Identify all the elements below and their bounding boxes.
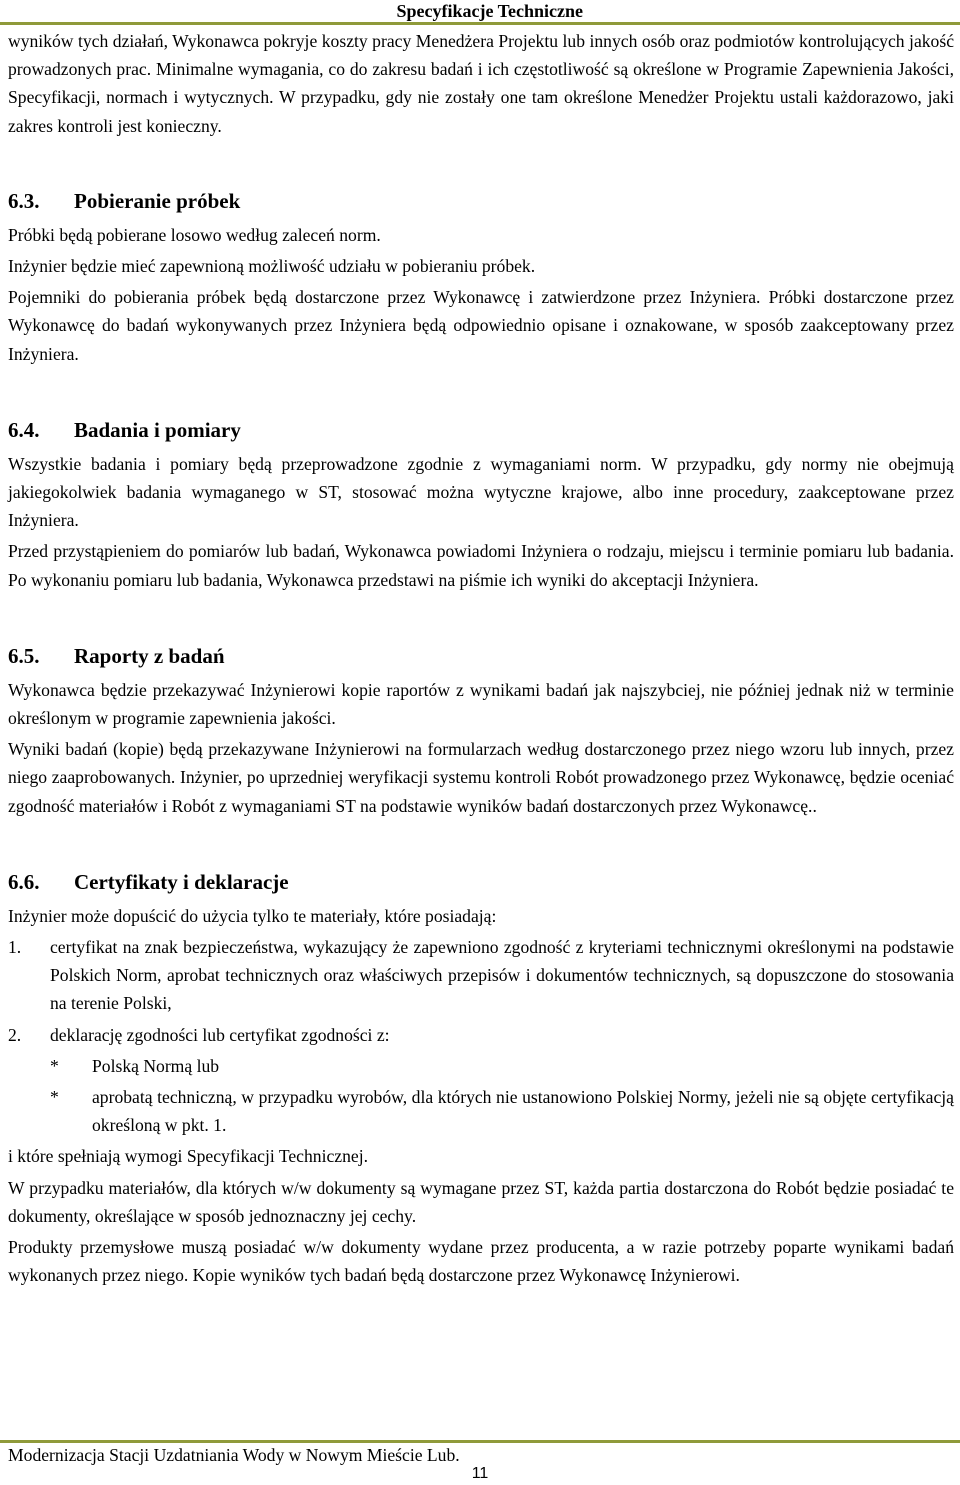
section-title: Badania i pomiary: [74, 417, 241, 442]
footer-text: Modernizacja Stacji Uzdatniania Wody w Nowym Mieście Lub.: [8, 1445, 460, 1465]
page-footer: [0, 1440, 960, 1485]
section-number: 6.6.: [8, 869, 40, 894]
asterisk-bullet: *: [50, 1087, 59, 1108]
section-number: 6.3.: [8, 188, 40, 213]
section-heading-6-3: [8, 187, 954, 215]
sub-list-text: Polską Normą lub: [92, 1055, 220, 1076]
section-title: Certyfikaty i deklaracje: [74, 869, 289, 894]
list-number: 1.: [8, 937, 22, 958]
list-number: 2.: [8, 1024, 22, 1045]
document-body: [8, 27, 954, 1293]
section-number: 6.4.: [8, 417, 40, 442]
paragraph: Produkty przemysłowe muszą posiadać w/w dokumenty wydane przez producenta, a w razie potrzeby poparte wynikami badań wykonanych przez niego. Kopie wyników tych badań będą dostarczone przez Wykonawcę Inżynierowi.: [8, 1237, 954, 1286]
paragraph: Inżynier będzie mieć zapewnioną możliwość udziału w pobieraniu próbek.: [8, 256, 536, 277]
section-number: 6.5.: [8, 643, 40, 668]
paragraph: Pojemniki do pobierania próbek będą dostarczone przez Wykonawcę i zatwierdzone przez Inżyniera. Próbki dostarczone przez Wykonawcę do badań wykonywanych przez Inżyniera będą odpowiednio opisane i oznakowane, w sposób zaakceptowany przez Inżyniera.: [8, 287, 954, 364]
section-title: Pobieranie próbek: [74, 188, 241, 213]
list-text: deklarację zgodności lub certyfikat zgodności z:: [50, 1024, 390, 1045]
paragraph: i które spełniają wymogi Specyfikacji Technicznej.: [8, 1146, 368, 1167]
section-title: Raporty z badań: [74, 643, 225, 668]
page-number: 11: [471, 1465, 489, 1482]
header-rule: [0, 22, 960, 25]
paragraph: Przed przystąpieniem do pomiarów lub badań, Wykonawca powiadomi Inżyniera o rodzaju, miejscu i terminie pomiaru lub badania. Po wykonaniu pomiaru lub badania, Wykonawca przedstawi na piśmie ich wyniki do akceptacji Inżyniera.: [8, 541, 954, 590]
list-item: [8, 933, 954, 1018]
section-heading-6-4: [8, 416, 954, 444]
sub-list-text: aprobatą techniczną, w przypadku wyrobów, dla których nie ustanowiono Polskiej Normy, jeżeli nie są objęte certyfikacją określoną w pkt. 1.: [92, 1087, 954, 1136]
page-header: [0, 0, 960, 24]
section-heading-6-5: [8, 642, 954, 670]
paragraph: Inżynier może dopuścić do użycia tylko te materiały, które posiadają:: [8, 905, 497, 926]
asterisk-bullet: *: [50, 1055, 59, 1076]
intro-paragraph: wyników tych działań, Wykonawca pokryje koszty pracy Menedżera Projektu lub innych osób oraz podmiotów kontrolujących jakość prowadzonych prac. Minimalne wymagania, co do zakresu badań i ich częstotliwość są określone w Programie Zapewnienia Jakości, Specyfikacji, normach i wytycznych. W przypadku, gdy nie zostały one tam określone Menedżer Projektu ustali każdorazowo, jaki zakres kontroli jest konieczny.: [8, 31, 954, 136]
list-item: [8, 1021, 954, 1049]
sub-list-item: [50, 1083, 954, 1139]
paragraph: Wyniki badań (kopie) będą przekazywane Inżynierowi na formularzach według dostarczonego przez niego wzoru lub innych, przez niego zaaprobowanych. Inżynier, po uprzedniej weryfikacji systemu kontroli Robót prowadzonego przez Wykonawcę, będzie oceniać zgodność materiałów i Robót z wymaganiami ST na podstawie wyników badań dostarczonych przez Wykonawcę..: [8, 739, 954, 816]
footer-rule: [0, 1440, 960, 1443]
paragraph: Wykonawca będzie przekazywać Inżynierowi kopie raportów z wynikami badań jak najszybciej, nie później jednak niż w terminie określonym w programie zapewnienia jakości.: [8, 679, 954, 729]
sub-list-item: [50, 1052, 954, 1080]
header-title: Specyfikacje Techniczne: [396, 1, 583, 21]
paragraph: Próbki będą pobierane losowo według zaleceń norm.: [8, 224, 381, 245]
paragraph: W przypadku materiałów, dla których w/w dokumenty są wymagane przez ST, każda partia dostarczona do Robót będzie posiadać te dokumenty, określające w sposób jednoznaczny jej cechy.: [8, 1177, 954, 1226]
section-heading-6-6: [8, 868, 954, 896]
list-text: certyfikat na znak bezpieczeństwa, wykazujący że zapewniono zgodność z kryteriami technicznymi określonymi na podstawie Polskich Norm, aprobat technicznych oraz właściwych przepisów i dokumentów technicznych, są dopuszczone do stosowania na terenie Polski,: [50, 937, 954, 1014]
paragraph: Wszystkie badania i pomiary będą przeprowadzone zgodnie z wymaganiami norm. W przypadku, gdy normy nie obejmują jakiegokolwiek badania wymaganego w ST, stosować można wytyczne krajowe, albo inne procedury, zaakceptowane przez Inżyniera.: [8, 453, 954, 531]
